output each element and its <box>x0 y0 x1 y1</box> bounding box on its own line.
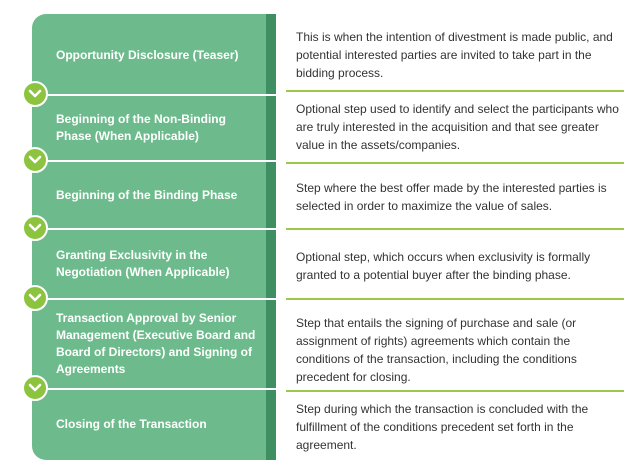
chevron-badge <box>22 215 48 241</box>
description-divider <box>286 298 624 300</box>
step-title-5: Transaction Approval by Senior Management (Executive Board and Board of Directors) and Signing of Agreements <box>56 311 256 376</box>
step-title-2: Beginning of the Non-Binding Phase (When Applicable) <box>56 112 226 143</box>
step-title-4: Granting Exclusivity in the Negotiation (When Applicable) <box>56 248 230 279</box>
step-description-1: This is when the intention of divestment is made public, and potential interested parties are invited to take part in the bidding process. <box>296 30 613 80</box>
step-title-3: Beginning of the Binding Phase <box>56 187 238 202</box>
description-divider <box>286 90 624 92</box>
chevron-badge <box>22 375 48 401</box>
chevron-down-icon <box>28 293 42 303</box>
description-divider <box>286 162 624 164</box>
chevron-down-icon <box>28 89 42 99</box>
chevron-down-icon <box>28 383 42 393</box>
step-description-2: Optional step used to identify and select the participants who are truly interested in the acquisition and that see greater value in the assets/companies. <box>296 102 619 152</box>
step-separator <box>32 160 276 162</box>
step-separator <box>32 228 276 230</box>
chevron-badge <box>22 81 48 107</box>
step-separator <box>32 94 276 96</box>
chevron-down-icon <box>28 223 42 233</box>
step-description-4: Optional step, which occurs when exclusivity is formally granted to a potential buyer after the binding phase. <box>296 250 591 282</box>
description-divider <box>286 390 624 392</box>
step-separator <box>32 298 276 300</box>
steps-panel-edge <box>266 14 276 460</box>
step-title-6: Closing of the Transaction <box>56 416 207 431</box>
step-title-1: Opportunity Disclosure (Teaser) <box>56 47 239 62</box>
step-description-5: Step that entails the signing of purchase and sale (or assignment of rights) agreements which contain the conditions of the transaction, including the conditions precedent for closing. <box>296 316 577 384</box>
chevron-down-icon <box>28 155 42 165</box>
chevron-badge <box>22 147 48 173</box>
step-description-6: Step during which the transaction is concluded with the fulfillment of the conditions precedent set forth in the agreement. <box>296 402 589 452</box>
description-divider <box>286 228 624 230</box>
step-separator <box>32 388 276 390</box>
chevron-badge <box>22 285 48 311</box>
step-description-3: Step where the best offer made by the interested parties is selected in order to maximize the value of sales. <box>296 181 607 213</box>
